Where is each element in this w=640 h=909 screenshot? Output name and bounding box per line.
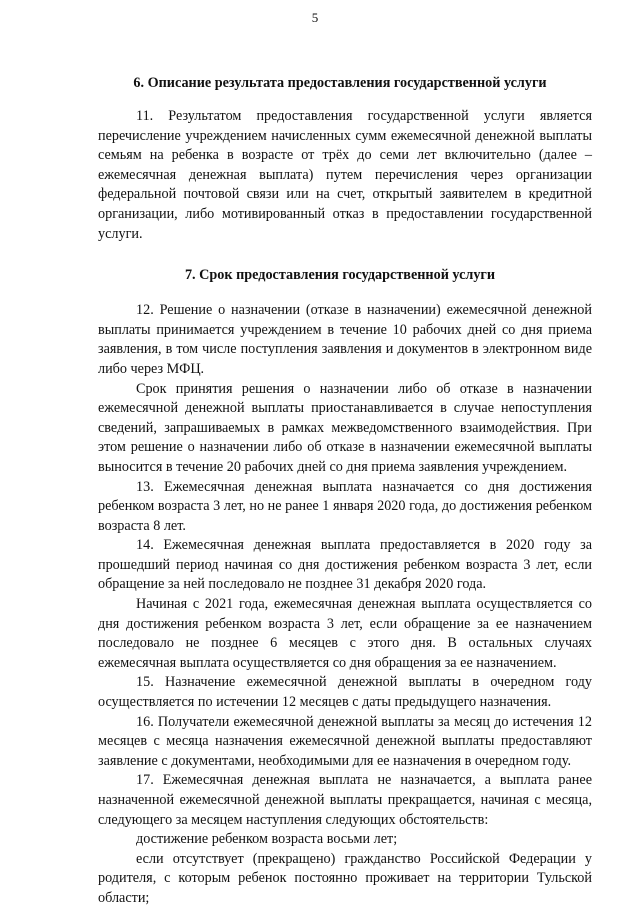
paragraph-16: 16. Получатели ежемесячной денежной выплаты за месяц до истечения 12 месяцев с месяца назначения ежемесячной денежной выплаты предоставляют заявление с документами, необходимыми для ее назначения в очередном году.: [98, 713, 592, 769]
section-6-heading: 6. Описание результата предоставления государственной услуги: [133, 75, 547, 91]
paragraph-17-item-age: достижение ребенком возраста восьми лет;: [136, 831, 398, 848]
paragraph-17-item-citizenship: если отсутствует (прекращено) гражданство Российской Федерации у родителя, с которым ребенок постоянно проживает на территории Тульской области;: [98, 850, 592, 906]
paragraph-14: 14. Ежемесячная денежная выплата предоставляется в 2020 году за прошедший период начиная со дня достижения ребенком возраста 3 лет, если обращение за ней последовало не позднее 31 декабря 2020 года.: [98, 537, 592, 593]
section-7-body: [98, 301, 592, 908]
paragraph-15: 15. Назначение ежемесячной денежной выплаты в очередном году осуществляется по истечении 12 месяцев с даты предыдущего назначения.: [98, 674, 592, 711]
page-number: 5: [311, 10, 319, 25]
paragraph-14-since-2021: Начиная с 2021 года, ежемесячная денежная выплата осуществляется со дня достижения ребенком возраста 3 лет, если обращение за ее назначением последовало не позднее 6 месяцев с этого дня. В остальных случаях ежемесячная выплата осуществляется со дня обращения за ее назначением.: [98, 596, 592, 671]
paragraph-17: 17. Ежемесячная денежная выплата не назначается, а выплата ранее назначенной ежемесячной денежной выплаты прекращается, начиная с месяца, следующего за месяцем наступления следующих обстоятельств:: [98, 772, 592, 828]
section-7-heading: 7. Срок предоставления государственной услуги: [184, 267, 496, 284]
paragraph-13: 13. Ежемесячная денежная выплата назначается со дня достижения ребенком возраста 3 лет, но не ранее 1 января 2020 года, до достижения ребенком возраста 8 лет.: [98, 478, 592, 534]
section-6-body: [98, 107, 592, 244]
paragraph-12-term: Срок принятия решения о назначении либо об отказе в назначении ежемесячной денежной выплаты приостанавливается в случае непоступления сведений, запрашиваемых в рамках межведомственного взаимодействия. При этом решение о назначении либо об отказе в назначении ежемесячной выплаты выносится в течение 20 рабочих дней со дня приема заявления учреждением.: [98, 380, 592, 475]
paragraph-11: 11. Результатом предоставления государственной услуги является перечисление учреждением начисленных сумм ежемесячной денежной выплаты семьям на ребенка в возрасте от трёх до семи лет включительно (далее – ежемесячная денежная выплата) путем перечисления через организации федеральной почтовой связи или на счет, открытый заявителем в кредитной организации, либо мотивированный отказ в предоставлении государственной услуги.: [98, 108, 592, 242]
paragraph-12: 12. Решение о назначении (отказе в назначении) ежемесячной денежной выплаты принимается учреждением в течение 10 рабочих дней со дня приема заявления, в том числе поступления заявления и документов в электронном виде либо через МФЦ.: [98, 302, 592, 377]
